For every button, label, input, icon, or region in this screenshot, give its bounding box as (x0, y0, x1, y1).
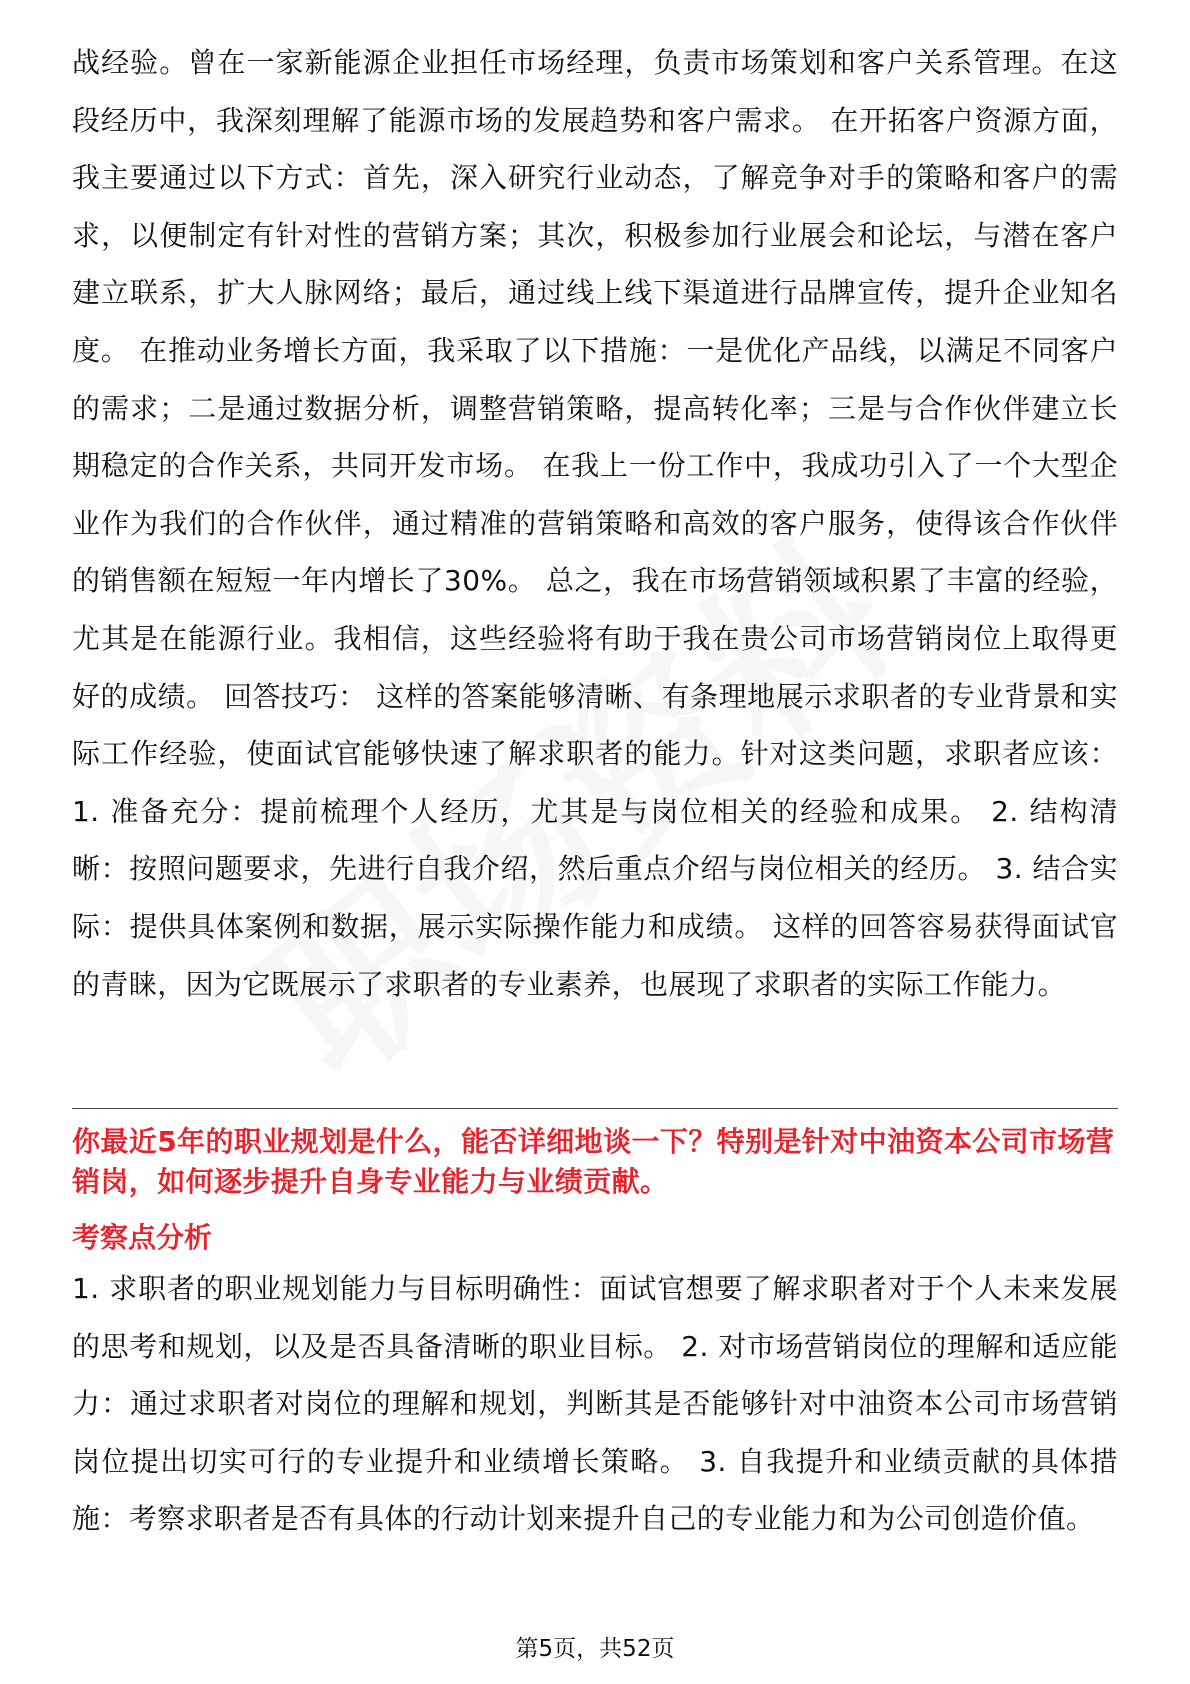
section-divider (72, 1108, 1118, 1109)
analysis-section (72, 1260, 1118, 1548)
answer-body-text: 战经验。曾在一家新能源企业担任市场经理，负责市场策划和客户关系管理。在这段经历中，我深刻理解了能源市场的发展趋势和客户需求。 在开拓客户资源方面，我主要通过以下方式：首先，深入研究行业动态，了解竞争对手的策略和客户的需求，以便制定有针对性的营销方案；其次，积极参加行业展会和论坛，与潜在客户建立联系，扩大人脉网络；最后，通过线上线下渠道进行品牌宣传，提升企业知名度。 在推动业务增长方面，我采取了以下措施：一是优化产品线，以满足不同客户的需求；二是通过数据分析，调整营销策略，提高转化率；三是与合作伙伴建立长期稳定的合作关系，共同开发市场。 在我上一份工作中，我成功引入了一个大型企业作为我们的合作伙伴，通过精准的营销策略和高效的客户服务，使得该合作伙伴的销售额在短短一年内增长了30%。 总之，我在市场营销领域积累了丰富的经验，尤其是在能源行业。我相信，这些经验将有助于我在贵公司市场营销岗位上取得更好的成绩。 回答技巧： 这样的答案能够清晰、有条理地展示求职者的专业背景和实际工作经验，使面试官能够快速了解求职者的能力。针对这类问题，求职者应该： 1. 准备充分：提前梳理个人经历，尤其是与岗位相关的经验和成果。 2. 结构清晰：按照问题要求，先进行自我介绍，然后重点介绍与岗位相关的经历。 3. 结合实际：提供具体案例和数据，展示实际操作能力和成绩。 这样的回答容易获得面试官的青睐，因为它既展示了求职者的专业素养，也展现了求职者的实际工作能力。 (72, 46, 1118, 1001)
interview-question: 你最近5年的职业规划是什么，能否详细地谈一下？特别是针对中油资本公司市场营销岗，如何逐步提升自身专业能力与业绩贡献。 (72, 1125, 1115, 1198)
page-number: 第5页，共52页 (515, 1636, 675, 1662)
answer-continuation (72, 34, 1118, 1013)
analysis-body-text: 1. 求职者的职业规划能力与目标明确性：面试官想要了解求职者对于个人未来发展的思考和规划，以及是否具备清晰的职业目标。 2. 对市场营销岗位的理解和适应能力：通过求职者对岗位的理解和规划，判断其是否能够针对中油资本公司市场营销岗位提出切实可行的专业提升和业绩增长策略。 3. 自我提升和业绩贡献的具体措施：考察求职者是否有具体的行动计划来提升自己的专业能力和为公司创造价值。 (72, 1272, 1118, 1536)
analysis-heading: 考察点分析 (72, 1221, 213, 1254)
